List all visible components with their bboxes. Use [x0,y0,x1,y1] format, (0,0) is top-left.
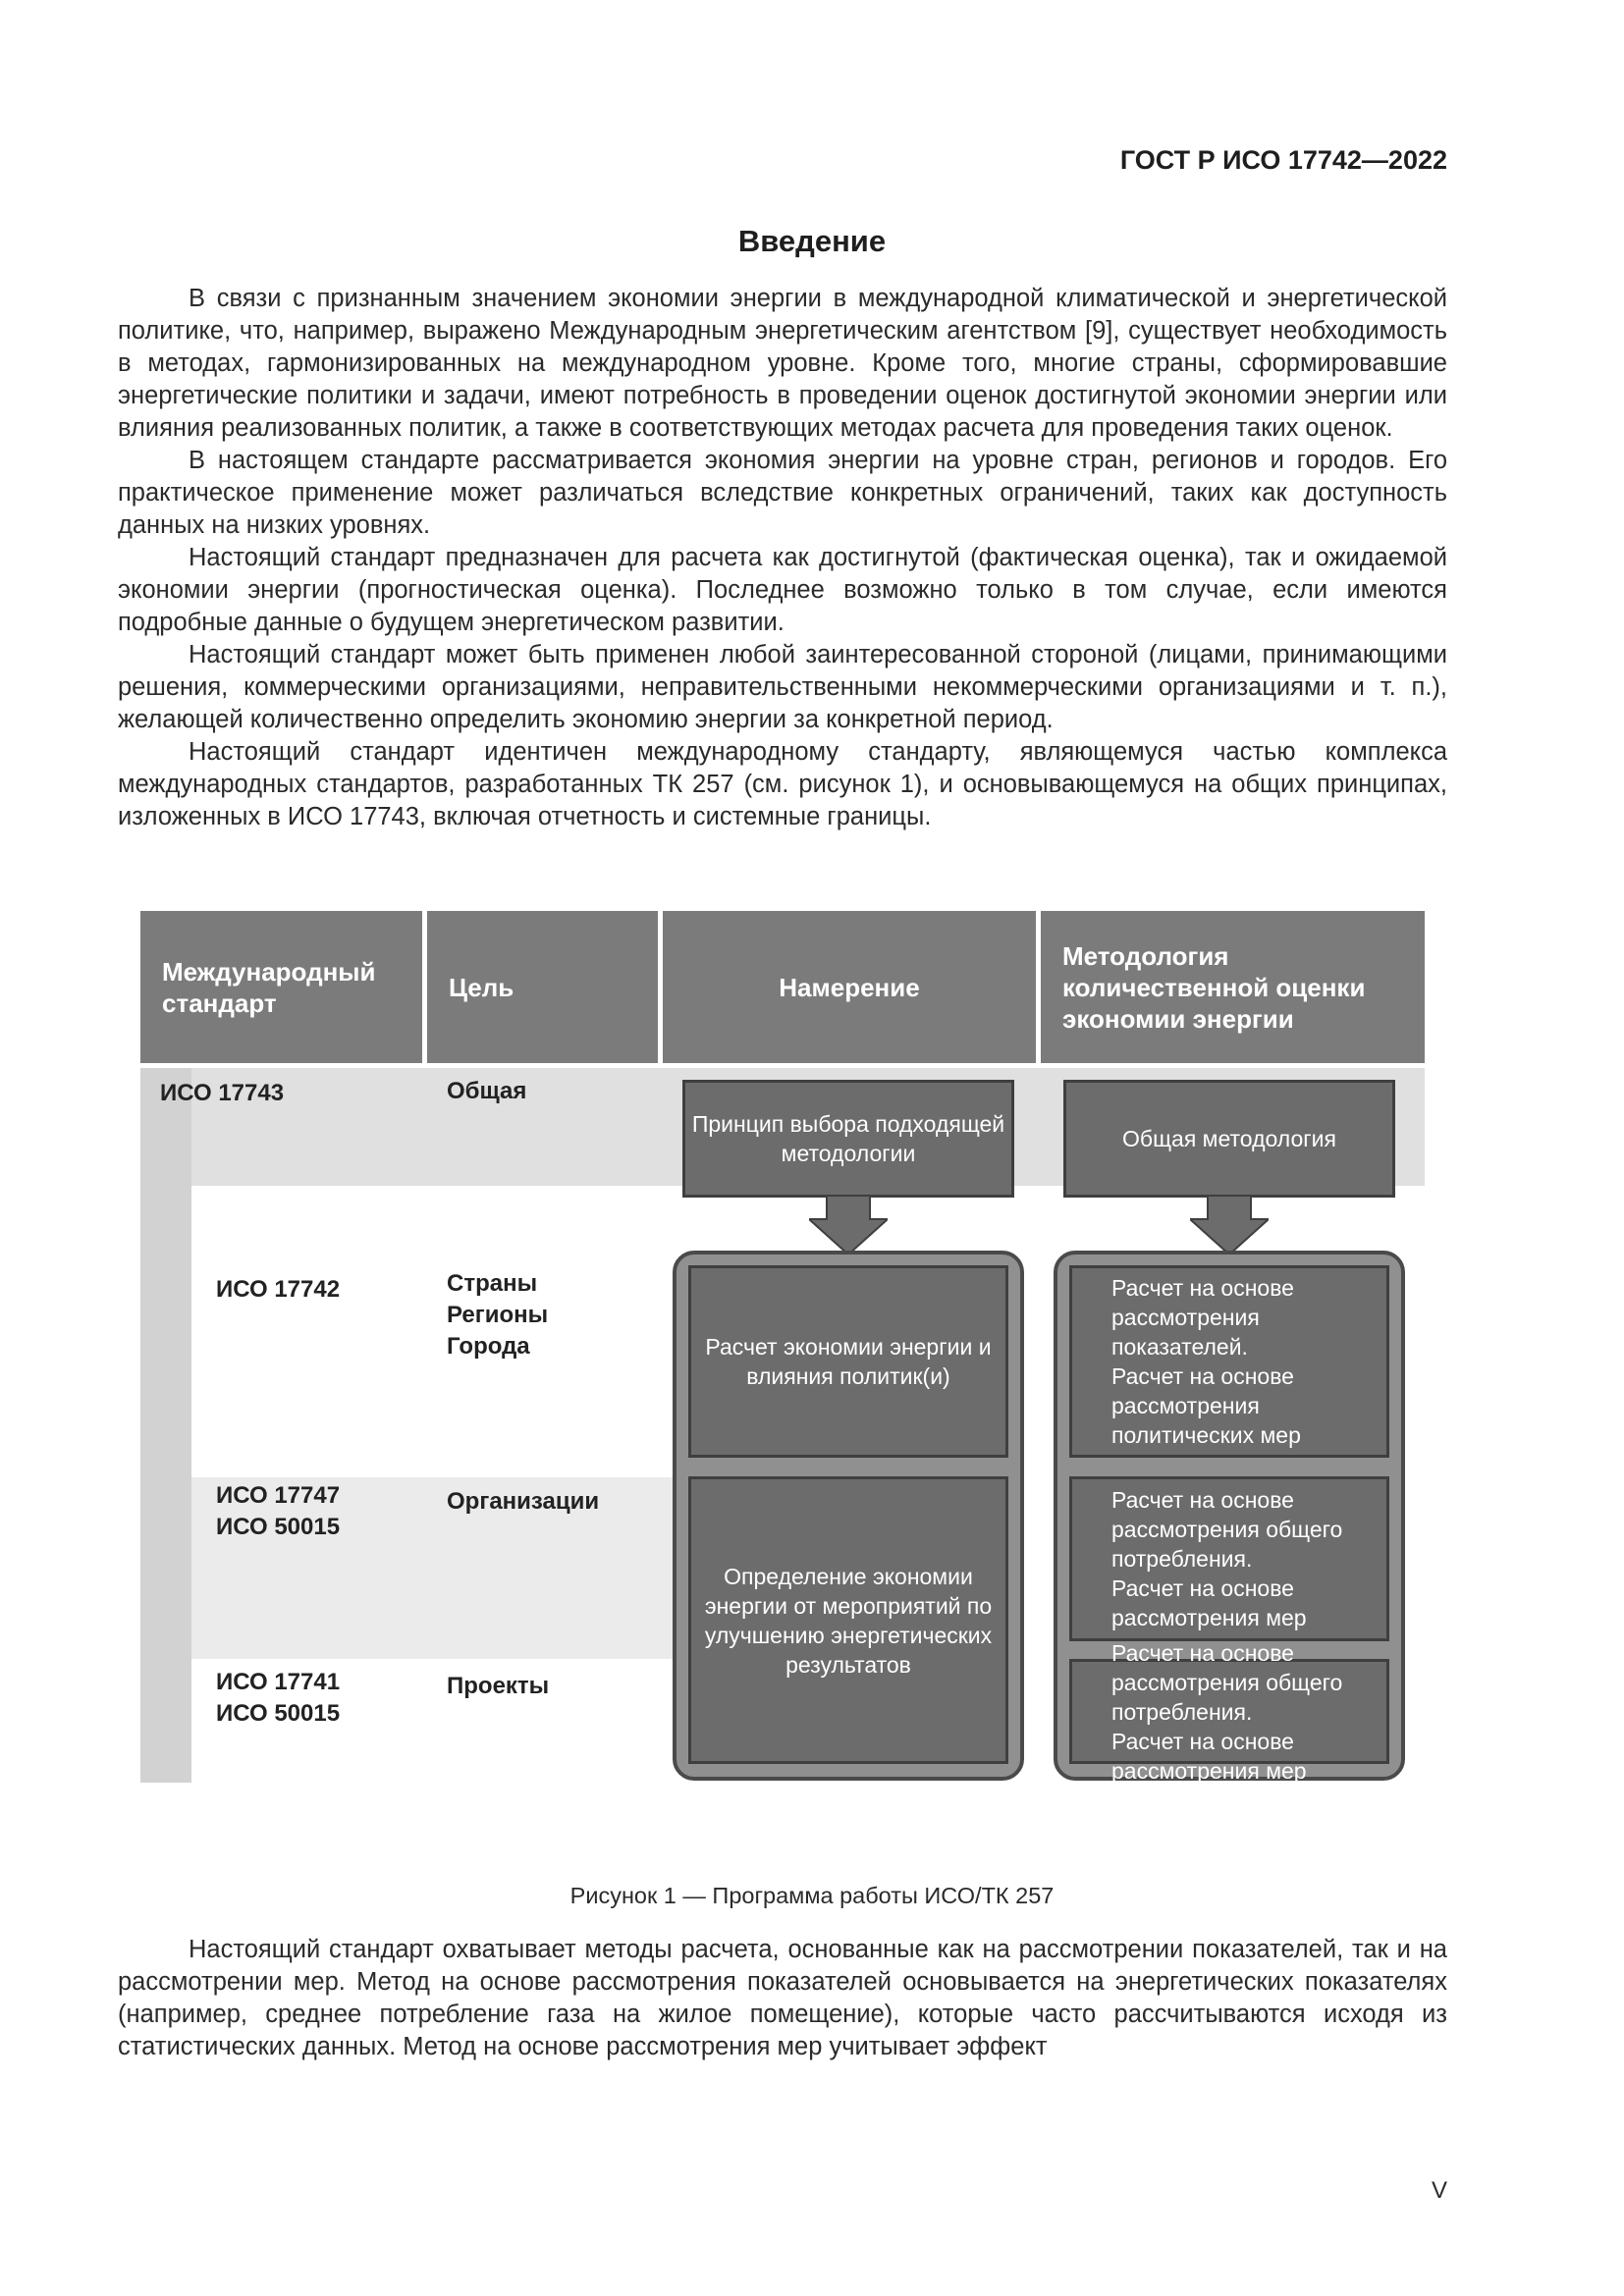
header-goal: Цель [427,911,658,1063]
document-code: ГОСТ Р ИСО 17742—2022 [1119,145,1447,175]
method-box: Расчет на основе рассмотрения общего потребления. Расчет на основе рассмотрения мер [1069,1476,1389,1641]
continuation-text [118,1934,1447,2063]
paragraph: В связи с признанным значением экономии энергии в международной климатической и энергетической политике, что, например, выражено Международным энергетическим агентством [9], существует необходимость в методах, гармонизированных на международном уровне. Кроме того, многие страны, сформировавшие энергетические политики и задачи, имеют потребность в проведении оценок достигнутой экономии энергии или влияния реализованных политик, а также в соответствующих методах расчета для проведения таких оценок. [118,285,1447,442]
header-intent: Намерение [663,911,1036,1063]
down-arrow-icon [809,1196,888,1256]
header-method: Методология количественной оценки экономии энергии [1041,911,1425,1063]
section-title: Введение [737,224,887,258]
row-standard: ИСО 17747 ИСО 50015 [216,1482,341,1540]
row-goal: Организации [447,1488,600,1515]
intent-box: Определение экономии энергии от мероприятий по улучшению энергетических результатов [688,1476,1008,1764]
row-goal: Проекты [447,1673,550,1699]
header-standard: Международный стандарт [140,911,422,1063]
row-goal: Страны Регионы Города [447,1270,549,1360]
row-standard: ИСО 17742 [216,1276,341,1303]
row-goal: Общая [447,1078,527,1104]
row-standard: ИСО 17743 [160,1080,285,1106]
intro-text [118,283,1447,833]
method-box: Расчет на основе рассмотрения показателей. Расчет на основе рассмотрения политических мер [1069,1265,1389,1458]
paragraph: Настоящий стандарт охватывает методы расчета, основанные как на рассмотрении показателей, так и на рассмотрении мер. Метод на основе рассмотрения показателей основывается на энергетических показателях (например, среднее потребление газа на жилое помещение), которые часто рассчитываются исходя из статистических данных. Метод на основе рассмотрения мер учитывает эффект [118,1936,1447,2060]
down-arrow-icon [1190,1196,1269,1256]
band-left-strip [140,1068,191,1783]
paragraph: Настоящий стандарт может быть применен любой заинтересованной стороной (лицами, принимающими решения, коммерческими организациями, неправительственными некоммерческими организациями и т. п.), желающей количественно определить экономию энергии за конкретной период. [118,641,1447,733]
figure-tc257-programme [140,911,1425,1855]
page-number: V [1431,2177,1447,2204]
method-box: Расчет на основе рассмотрения общего потребления. Расчет на основе рассмотрения мер [1069,1659,1389,1764]
paragraph: В настоящем стандарте рассматривается экономия энергии на уровне стран, регионов и городов. Его практическое применение может различаться вследствие конкретных ограничений, таких как доступность данных на низких уровнях. [118,447,1447,539]
figure-caption: Рисунок 1 — Программа работы ИСО/ТК 257 [569,1883,1055,1908]
method-top-box: Общая методология [1063,1080,1395,1198]
row-standard: ИСО 17741 ИСО 50015 [216,1669,341,1727]
intent-top-box: Принцип выбора подходящей методологии [682,1080,1014,1198]
intent-box: Расчет экономии энергии и влияния политик(и) [688,1265,1008,1458]
paragraph: Настоящий стандарт предназначен для расчета как достигнутой (фактическая оценка), так и ожидаемой экономии энергии (прогностическая оценка). Последнее возможно только в том случае, если имеются подробные данные о будущем энергетическом развитии. [118,544,1447,636]
paragraph: Настоящий стандарт идентичен международному стандарту, являющемуся частью комплекса международных стандартов, разработанных ТК 257 (см. рисунок 1), и основывающемуся на общих принципах, изложенных в ИСО 17743, включая отчетность и системные границы. [118,738,1447,830]
